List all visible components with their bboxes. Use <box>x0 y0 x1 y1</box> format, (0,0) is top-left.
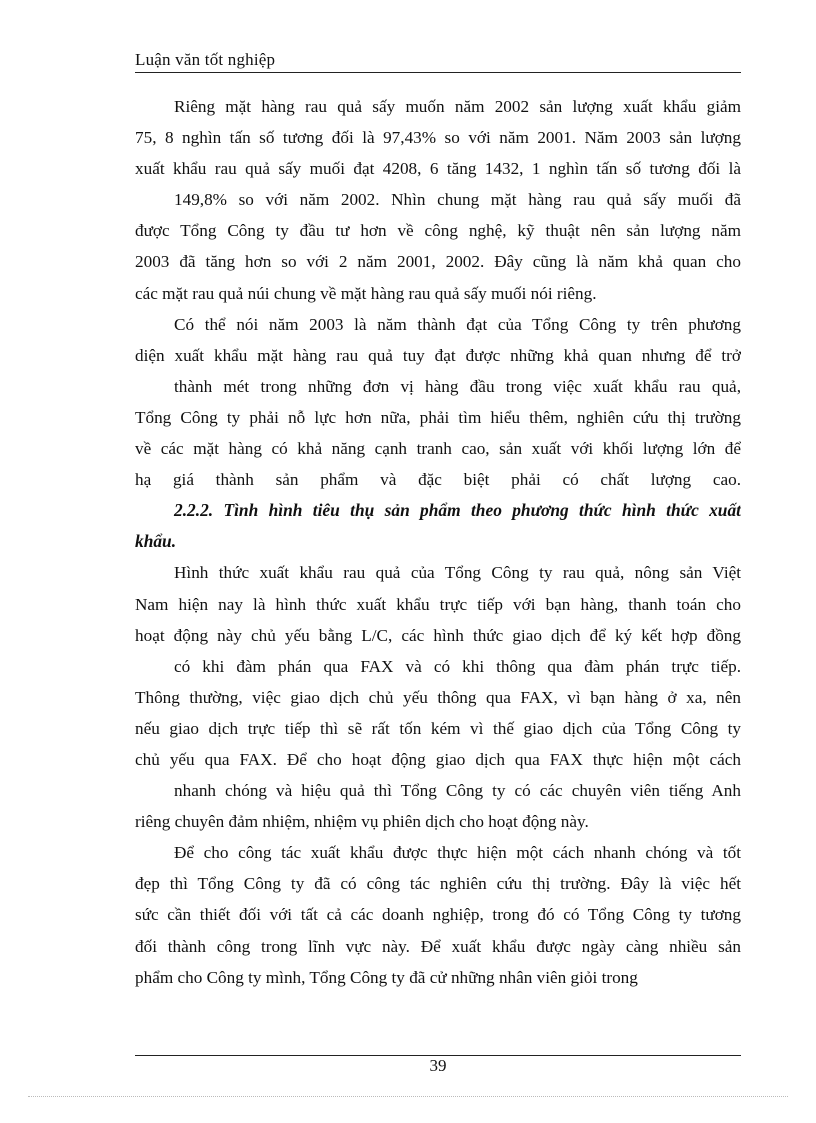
text-line: Có thể nói năm 2003 là năm thành đạt của Tổng Công ty trên phương <box>174 314 741 334</box>
text-line: xuất khẩu rau quả sấy muối đạt 4208, 6 tăng 1432, 1 nghìn tấn số tương đối là <box>135 159 741 179</box>
text-line: phẩm cho Công ty mình, Tổng Công ty đã cử những nhân viên giỏi trong <box>135 967 638 987</box>
text-line: Hình thức xuất khẩu rau quả của Tổng Công ty rau quả, nông sản Việt <box>174 563 741 583</box>
text-line: đối thành công trong lĩnh vực này. Để xuất khẩu được ngày càng nhiều sản <box>135 936 741 956</box>
text-line: Thông thường, việc giao dịch chủ yếu thông qua FAX, vì bạn hàng ở xa, nên <box>135 687 741 707</box>
text-line: thành mét trong những đơn vị hàng đầu trong việc xuất khẩu rau quả, <box>174 376 741 396</box>
text-line: sức cần thiết đối với tất cả các doanh nghiệp, trong đó có Tổng Công ty tương <box>135 905 741 925</box>
text-line: diện xuất khẩu mặt hàng rau quả tuy đạt được những khả quan nhưng để trở <box>135 345 741 365</box>
page-bottom-border <box>28 1096 788 1097</box>
text-line: chủ yếu qua FAX. Để cho hoạt động giao dịch qua FAX thực hiện một cách <box>135 749 741 769</box>
text-line: về các mặt hàng có khả năng cạnh tranh cao, sản xuất với khối lượng lớn để <box>135 439 741 459</box>
text-line: các mặt rau quả núi chung về mặt hàng rau quả sấy muối nói riêng. <box>135 283 597 303</box>
text-line: riêng chuyên đảm nhiệm, nhiệm vụ phiên dịch cho hoạt động này. <box>135 812 589 832</box>
text-line: hạ giá thành sản phẩm và đặc biệt phải có chất lượng cao. <box>135 470 741 490</box>
text-line: Tổng Công ty phải nỗ lực hơn nữa, phải tìm hiểu thêm, nghiên cứu thị trường <box>135 407 741 427</box>
text-line: Nam hiện nay là hình thức xuất khẩu trực tiếp với bạn hàng, thanh toán cho <box>135 594 741 614</box>
text-line: 2003 đã tăng hơn so với 2 năm 2001, 2002. Đây cũng là năm khả quan cho <box>135 252 741 272</box>
section-heading-continuation: khẩu. <box>135 531 177 552</box>
text-line: có khi đàm phán qua FAX và có khi thông qua đàm phán trực tiếp. <box>174 656 741 676</box>
body-text <box>135 91 741 993</box>
text-line: Để cho công tác xuất khẩu được thực hiện một cách nhanh chóng và tốt <box>174 843 741 863</box>
text-line: nhanh chóng và hiệu quả thì Tổng Công ty có các chuyên viên tiếng Anh <box>174 781 741 801</box>
header-rule <box>135 72 741 73</box>
text-line: nếu giao dịch trực tiếp thì sẽ rất tốn kém vì thế giao dịch của Tổng Công ty <box>135 718 741 738</box>
text-line: 149,8% so với năm 2002. Nhìn chung mặt hàng rau quả sấy muối đã <box>174 190 741 210</box>
text-line: đẹp thì Tổng Công ty đã có công tác nghiên cứu thị trường. Đây là việc hết <box>135 874 741 894</box>
text-line: hoạt động này chủ yếu bằng L/C, các hình thức giao dịch để ký kết hợp đồng <box>135 625 741 645</box>
text-line: được Tổng Công ty đầu tư hơn về công nghệ, kỹ thuật nên sản lượng năm <box>135 221 741 241</box>
running-header: Luận văn tốt nghiệp <box>135 50 276 69</box>
page-number: 39 <box>429 1056 447 1075</box>
text-line: 75, 8 nghìn tấn số tương đối là 97,43% so với năm 2001. Năm 2003 sản lượng <box>135 128 741 148</box>
text-line: Riêng mặt hàng rau quả sấy muốn năm 2002 sản lượng xuất khẩu giảm <box>174 97 741 116</box>
section-heading: 2.2.2. Tình hình tiêu thụ sản phẩm theo phương thức hình thức xuất <box>174 500 741 521</box>
